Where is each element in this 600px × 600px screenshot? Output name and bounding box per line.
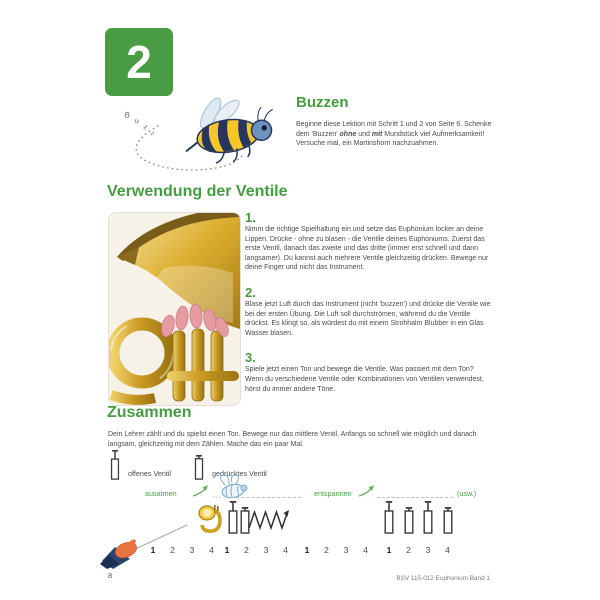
open-valve-label: offenes Ventil xyxy=(128,469,172,478)
count-number: 4 xyxy=(283,545,288,555)
curved-arrow-icon xyxy=(357,483,377,498)
count-number: 1 xyxy=(150,545,156,555)
pressed-valve-icon xyxy=(442,507,454,534)
count-number: 3 xyxy=(425,545,431,555)
step-1-number: 1. xyxy=(245,210,256,225)
section-title-buzzen: Buzzen xyxy=(296,94,349,111)
count-number: 1 xyxy=(386,545,392,555)
open-valve-icon xyxy=(109,450,121,480)
count-number: 4 xyxy=(209,545,214,555)
ventile-steps xyxy=(245,210,493,406)
footer-text: BSV 115-012 Euphonium Band 1 xyxy=(396,575,490,582)
pressed-valve-icon xyxy=(403,507,415,534)
bee-icon xyxy=(104,90,294,184)
count-number: 2 xyxy=(244,545,249,555)
step-2-text: Blase jetzt Luft durch das Instrument (nicht 'buzzen') und drücke die Ventile wie bei der ersten Übung. Die Luft soll durchströmen, während du die Ventile drückst. Es klingt so, als würdest du mit einem Strohhalm Blubber in ein Glas Wasser blasen. xyxy=(245,300,491,337)
buzz-trail-letter: z xyxy=(148,130,156,138)
count-group xyxy=(299,545,377,555)
buzz-trail-letter: z xyxy=(142,123,149,132)
step-1-text: Nimm die richtige Spielhaltung ein und setze das Euphonium locker an deine Lippen. Drücke - ohne zu blasen - die Ventile deines Euphoniums. Zuerst das erste Ventil, danach das zweite und das dritte (immer erst schnell und dann langsamer). Du kannst auch mehrere Ventile gleichzeitig drücken. Bewege nur deine Finger und nicht das Instrument. xyxy=(245,226,489,272)
open-valve-icon xyxy=(383,501,395,534)
buzz-trail-letter: B xyxy=(123,110,131,121)
page-number: 8 xyxy=(108,571,113,580)
count-number: 3 xyxy=(263,545,269,555)
count-number: 4 xyxy=(445,545,450,555)
count-number: 4 xyxy=(363,545,368,555)
count-group xyxy=(219,545,297,555)
breath-label-ausatmen: ausatmen xyxy=(145,489,177,498)
pressed-valve-icon xyxy=(193,455,205,480)
count-number: 3 xyxy=(343,545,349,555)
buzz-trail-letter: u xyxy=(133,115,141,126)
breath-label-usw: (usw.) xyxy=(457,489,477,498)
count-group xyxy=(381,545,459,555)
step-3 xyxy=(245,350,493,394)
valve-sequence xyxy=(381,501,459,534)
count-number: 1 xyxy=(224,545,230,555)
pressed-valve-label: gedrücktes Ventil xyxy=(212,469,267,478)
tuba-icon xyxy=(198,504,224,534)
step-2 xyxy=(245,285,493,338)
conductor-hand-icon xyxy=(99,519,191,569)
lesson-number-badge xyxy=(105,28,173,96)
curved-arrow-icon xyxy=(191,483,211,498)
euphonium-photo xyxy=(108,212,241,406)
count-number: 2 xyxy=(324,545,329,555)
hold-dashed-line xyxy=(377,497,453,498)
step-1 xyxy=(245,210,493,273)
count-number: 2 xyxy=(406,545,411,555)
step-3-number: 3. xyxy=(245,350,256,366)
step-3-text: Spiele jetzt einen Ton und bewege die Ventile. Was passiert mit dem Ton? Wenn du verschiedene Ventile oder Kombinationen von Ventilen verwendest, hörst du immer andere Töne. xyxy=(245,366,484,393)
zigzag-arrow-icon xyxy=(248,507,292,533)
step-2-number: 2. xyxy=(245,284,256,300)
count-number: 2 xyxy=(170,545,175,555)
euphonium-illustration xyxy=(109,213,240,405)
zusammen-paragraph: Dein Lehrer zählt und du spielst einen Ton. Bewege nur das mittlere Ventil. Anfangs so schnell wie möglich und danach langsam, gleichzeitig mit dem Zählen. Mache das ein paar Mal. xyxy=(108,431,477,448)
lesson-number: 2 xyxy=(126,36,152,88)
open-valve-icon xyxy=(422,501,434,534)
section-title-zusammen: Zusammen xyxy=(107,404,192,421)
section-title-ventile: Verwendung der Ventile xyxy=(107,183,288,200)
buzzen-paragraph: Beginne diese Lektion mit Schritt 1 und 2 von Seite 6. Schenke dem 'Buzzen' ohne und mit Mundstück viel Aufmerksamkeit! Versuche mal, ein Martinshorn nachzuahmen. xyxy=(296,121,492,148)
open-valve-icon xyxy=(227,501,239,534)
count-number: 1 xyxy=(304,545,310,555)
count-number: 3 xyxy=(189,545,195,555)
breath-label-entspannen: entspannen xyxy=(314,489,352,498)
hold-dashed-line xyxy=(231,497,301,498)
